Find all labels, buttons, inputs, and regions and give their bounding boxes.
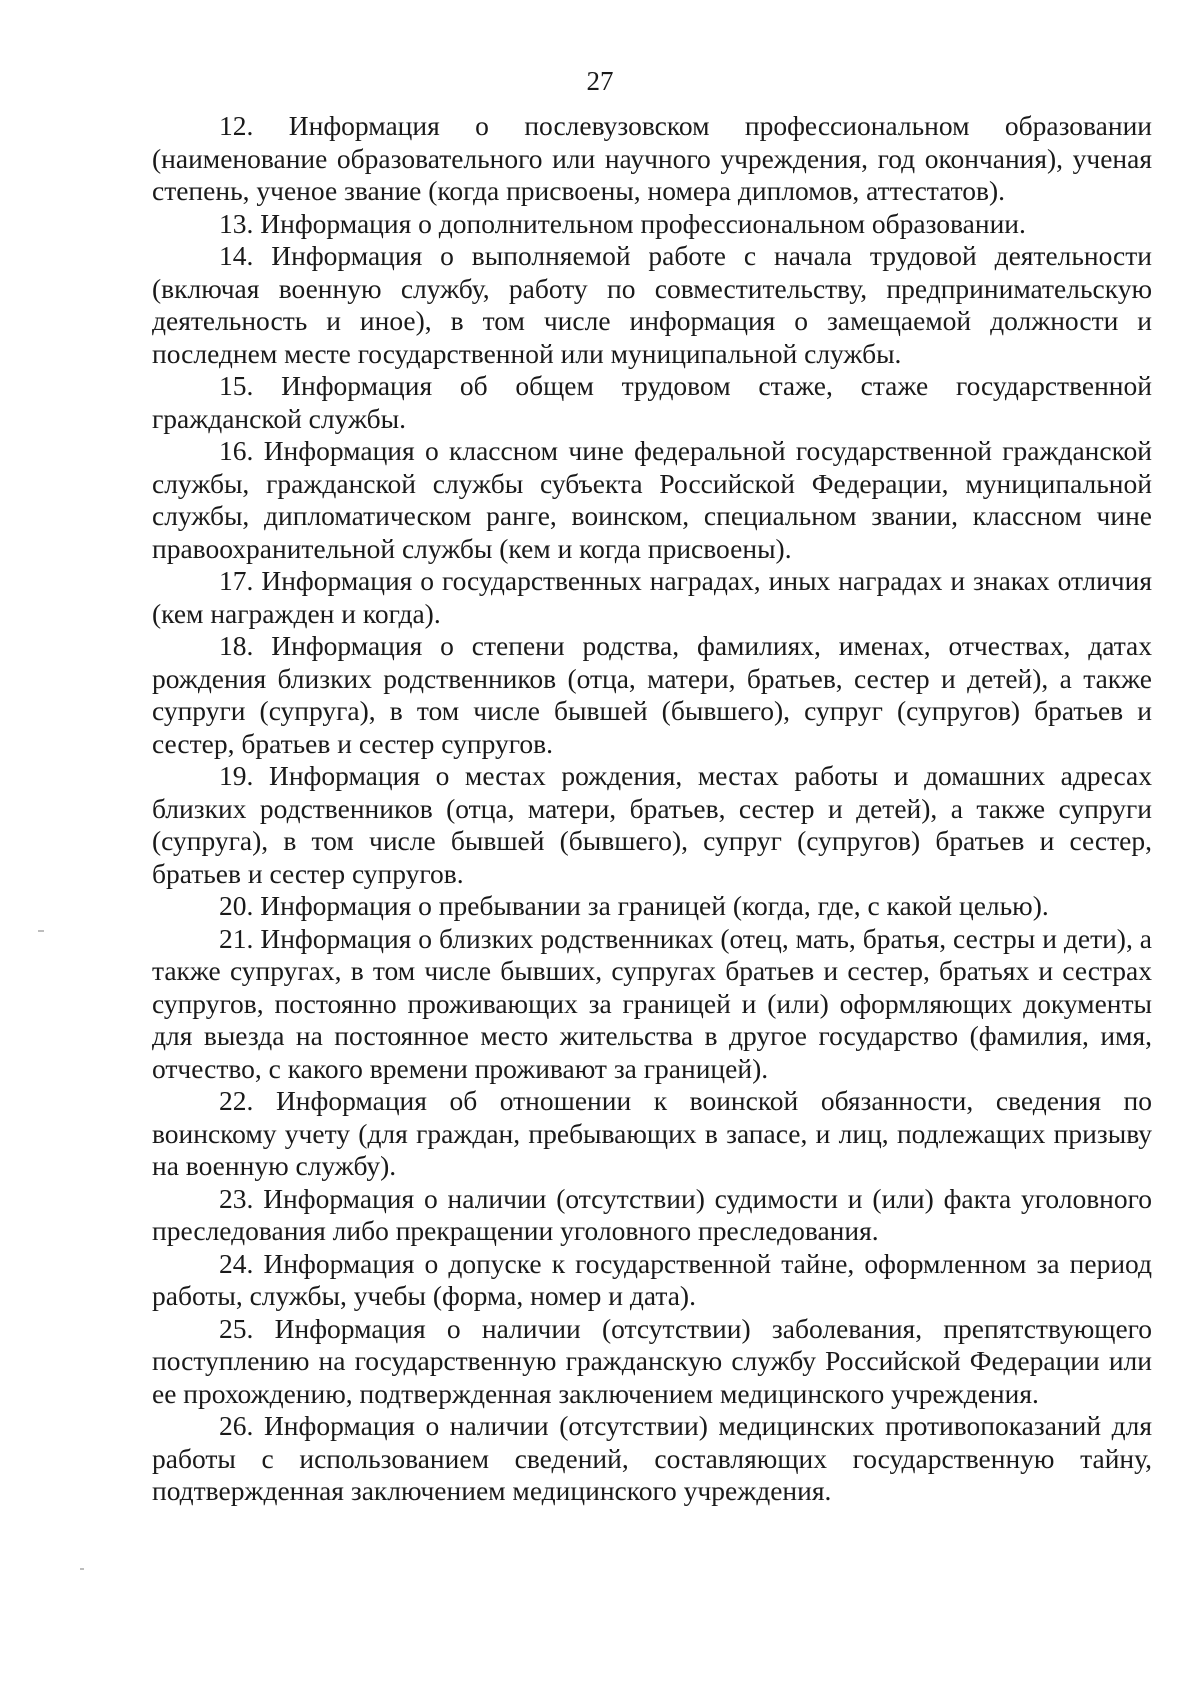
- list-item: [152, 890, 1152, 923]
- item-number: 14.: [219, 240, 254, 271]
- page-number: 27: [586, 66, 614, 96]
- list-item: [152, 1410, 1152, 1508]
- item-number: 16.: [219, 435, 254, 466]
- document-body: [152, 110, 1152, 1508]
- list-item: [152, 240, 1152, 370]
- item-text: Информация о послевузовском профессиональном образовании (наименование образовательного или научного учреждения, год окончания), ученая степень, ученое звание (когда присвоены, номера дипломов, аттестатов).: [152, 110, 1152, 206]
- item-text: Информация об отношении к воинской обязанности, сведения по воинскому учету (для граждан, пребывающих в запасе, и лиц, подлежащих призыву на военную службу).: [152, 1085, 1153, 1181]
- item-text: Информация о дополнительном профессиональном образовании.: [260, 207, 1026, 239]
- list-item: [152, 208, 1152, 241]
- item-number: 22.: [219, 1085, 254, 1116]
- list-item: [152, 435, 1152, 565]
- item-number: 12.: [219, 110, 254, 141]
- item-text: Информация о допуске к государственной тайне, оформленном за период работы, службы, учебы (форма, номер и дата).: [152, 1247, 1152, 1311]
- item-number: 17.: [219, 565, 254, 596]
- scan-speck: [38, 930, 44, 932]
- item-text: Информация о близких родственниках (отец, мать, братья, сестры и дети), а также супругах, в том числе бывших, супругах братьев и сестер, братьях и сестрах супругов, постоянно проживающих за границей и (или) оформляющих документы для выезда на постоянное место жительства в другое государство (фамилия, имя, отчество, с какого времени проживают за границей).: [152, 922, 1153, 1084]
- item-number: 19.: [219, 760, 254, 791]
- item-number: 13.: [219, 207, 254, 239]
- item-text: Информация о наличии (отсутствии) заболевания, препятствующего поступлению на государственную гражданскую службу Российской Федерации или ее прохождению, подтвержденная заключением медицинского учреждения.: [152, 1312, 1153, 1409]
- list-item: [152, 565, 1152, 630]
- item-number: 15.: [219, 370, 254, 401]
- item-number: 18.: [219, 630, 254, 661]
- item-number: 25.: [219, 1312, 254, 1344]
- item-text: Информация о выполняемой работе с начала трудовой деятельности (включая военную службу, работу по совместительству, предпринимательскую деятельность и иное), в том числе информация о замещаемой должности и последнем месте государственной или муниципальной службы.: [152, 240, 1153, 369]
- item-number: 20.: [219, 890, 254, 921]
- item-text: Информация об общем трудовом стаже, стаже государственной гражданской службы.: [152, 370, 1152, 434]
- list-item: [152, 1085, 1152, 1183]
- item-number: 23.: [219, 1182, 254, 1214]
- item-number: 24.: [219, 1247, 254, 1279]
- list-item: [152, 110, 1152, 208]
- item-text: Информация о наличии (отсутствии) медицинских противопоказаний для работы с использованием сведений, составляющих государственную тайну, подтвержденная заключением медицинского учреждения.: [152, 1410, 1153, 1506]
- list-item: [152, 760, 1152, 890]
- list-item: [152, 370, 1152, 435]
- list-item: [152, 923, 1152, 1086]
- scan-speck: [80, 1568, 84, 1570]
- item-text: Информация о классном чине федеральной государственной гражданской службы, гражданской службы субъекта Российской Федерации, муниципальной службы, дипломатическом ранге, воинском, специальном звании, классном чине правоохранительной службы (кем и когда присвоены).: [152, 435, 1153, 564]
- item-text: Информация о степени родства, фамилиях, именах, отчествах, датах рождения близких родственников (отца, матери, братьев, сестер и детей), а также супруги (супруга), в том числе бывшей (бывшего), супруг (супругов) братьев и сестер, братьев и сестер супругов.: [152, 630, 1153, 759]
- list-item: [152, 630, 1152, 760]
- list-item: [152, 1248, 1152, 1313]
- item-text: Информация о пребывании за границей (когда, где, с какой целью).: [260, 890, 1049, 921]
- item-number: 21.: [219, 922, 254, 954]
- item-text: Информация о наличии (отсутствии) судимости и (или) факта уголовного преследования либо прекращении уголовного преследования.: [152, 1182, 1152, 1246]
- item-number: 26.: [219, 1410, 254, 1441]
- item-text: Информация о государственных наградах, иных наградах и знаках отличия (кем награжден и когда).: [152, 565, 1152, 629]
- list-item: [152, 1313, 1152, 1411]
- list-item: [152, 1183, 1152, 1248]
- item-text: Информация о местах рождения, местах работы и домашних адресах близких родственников (отца, матери, братьев, сестер и детей), а также супруги (супруга), в том числе бывшей (бывшего), супруг (супругов) братьев и сестер, братьев и сестер супругов.: [152, 760, 1153, 889]
